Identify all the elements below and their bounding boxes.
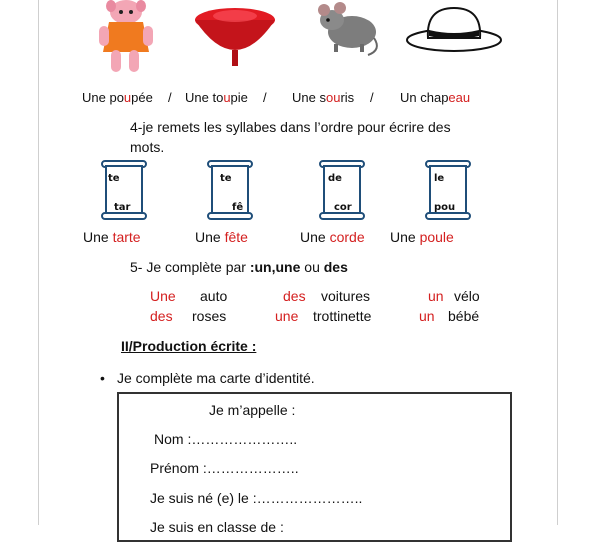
picture-word-4 (400, 90, 470, 105)
row2-article-2: une (275, 308, 299, 324)
card-birth-line: Je suis né (e) le :………………….. (150, 490, 363, 506)
answer-word: corde (329, 229, 365, 245)
spinning-top-picture (192, 0, 278, 70)
syllable-top: te (220, 173, 232, 184)
word-part: Une to (185, 90, 224, 105)
separator: / (168, 90, 172, 105)
mouse-picture (312, 0, 384, 60)
answer-word: poule (419, 229, 454, 245)
scroll-answer-2 (195, 229, 248, 245)
syllable-scroll-2 (206, 158, 254, 222)
picture-word-1 (82, 90, 153, 105)
word-part: Une po (82, 90, 124, 105)
answer-article: Une (195, 229, 221, 245)
separator: / (263, 90, 267, 105)
syllable-bottom: pou (434, 202, 456, 213)
row1-article-2: des (283, 288, 306, 304)
exercise-5-title (130, 259, 348, 275)
highlighted-sound: u (223, 90, 231, 105)
scroll-answer-1 (83, 229, 141, 245)
scroll-answer-4 (390, 229, 454, 245)
syllable-bottom: tar (114, 202, 131, 213)
highlighted-sound: eau (448, 90, 471, 105)
syllable-scroll-4 (424, 158, 472, 222)
answer-article: Une (83, 229, 109, 245)
word-part: pie (230, 90, 248, 105)
row2-article-1: des (150, 308, 173, 324)
syllable-top: te (108, 173, 120, 184)
row2-article-3: un (419, 308, 435, 324)
word-part: Une s (292, 90, 326, 105)
doll-picture (95, 0, 157, 75)
card-name-line: Je m’appelle : (209, 402, 296, 418)
highlighted-sound: u (123, 90, 132, 105)
word-part: Un chap (400, 90, 449, 105)
syllable-top: le (434, 173, 445, 184)
syllable-top: de (328, 173, 342, 184)
answer-article: Une (390, 229, 416, 245)
card-class-line: Je suis en classe de : (150, 519, 284, 535)
row1-article-1: Une (150, 288, 176, 304)
syllable-scroll-3 (318, 158, 366, 222)
card-prenom-line: Prénom :……………….. (150, 460, 299, 476)
exercise-4-line-1: 4-je remets les syllabes dans l’ordre pour écrire des (130, 119, 451, 135)
row1-noun-1: auto (200, 288, 228, 304)
exercise-5-last: des (323, 259, 348, 275)
syllable-bottom: cor (334, 202, 352, 213)
picture-word-2 (185, 90, 248, 105)
exercise-4-line-2: mots. (130, 139, 165, 155)
row1-noun-2: voitures (321, 288, 371, 304)
picture-word-3 (292, 90, 354, 105)
word-part: pée (131, 90, 153, 105)
hat-picture (404, 2, 504, 54)
page-right-edge (557, 0, 558, 525)
syllable-scroll-1 (100, 158, 148, 222)
separator: / (370, 90, 374, 105)
word-part: ris (340, 90, 355, 105)
section-2-instruction: Je complète ma carte d’identité. (117, 370, 315, 386)
card-nom-line: Nom :………………….. (154, 431, 298, 447)
row2-noun-3: bébé (448, 308, 480, 324)
exercise-5-prefix: 5- Je complète par (130, 259, 250, 275)
scroll-answer-3 (300, 229, 365, 245)
row1-article-3: un (428, 288, 444, 304)
highlighted-sound: ou (325, 90, 341, 105)
exercise-5-ou: ou (300, 259, 324, 275)
answer-word: tarte (112, 229, 141, 245)
row2-noun-2: trottinette (313, 308, 372, 324)
row1-noun-3: vélo (454, 288, 480, 304)
identity-card (117, 392, 512, 542)
answer-word: fête (224, 229, 248, 245)
page-left-edge (38, 0, 39, 525)
exercise-5-choices: :un,une (249, 259, 301, 275)
syllable-bottom: fê (232, 202, 244, 213)
answer-article: Une (300, 229, 326, 245)
row2-noun-1: roses (192, 308, 227, 324)
section-2-title: II/Production écrite : (121, 338, 257, 354)
bullet: • (100, 370, 105, 386)
